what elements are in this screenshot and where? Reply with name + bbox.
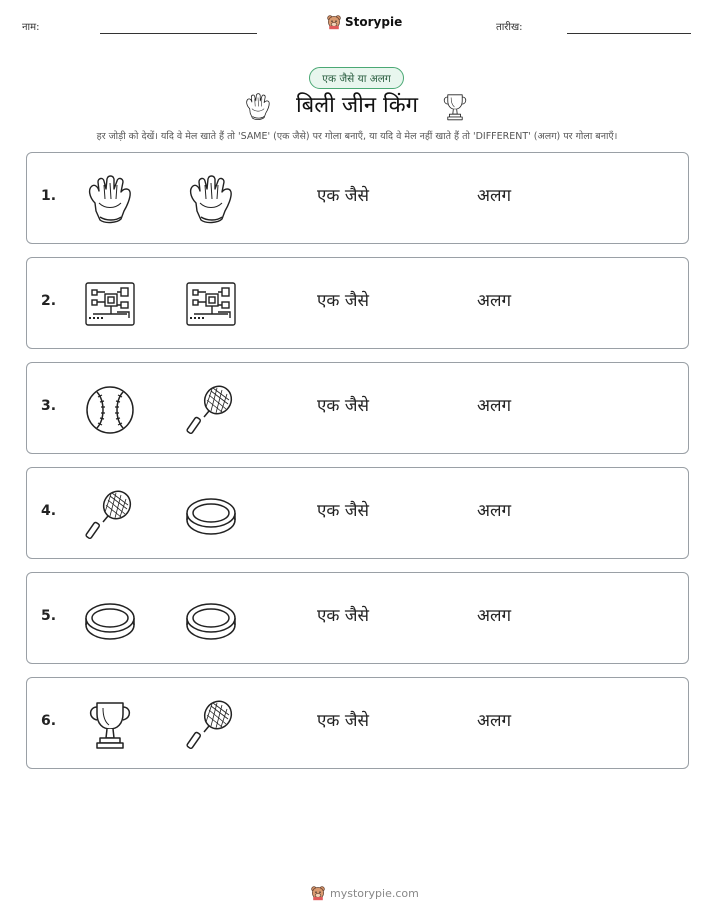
name-line[interactable]	[100, 33, 257, 34]
footer-url[interactable]: mystorypie.com	[330, 886, 419, 900]
question-number: 5.	[41, 608, 57, 624]
different-option[interactable]: अलग	[477, 606, 512, 626]
tennis-racket-icon	[184, 698, 238, 752]
trophy-icon	[83, 698, 137, 752]
different-option[interactable]: अलग	[477, 711, 512, 731]
instructions: हर जोड़ी को देखें। यदि वे मेल खाते हैं तो 'SAME' (एक जैसे) पर गोला बनाएँ, या यदि वे मेल नहीं खाते हैं तो 'DIFFERENT' (अलग) पर गोला बनाएँ।	[96, 131, 618, 142]
trophy-icon	[440, 92, 470, 122]
page-title: बिली जीन किंग	[295, 93, 419, 118]
circuit-board-icon	[83, 278, 137, 332]
same-option[interactable]: एक जैसे	[317, 606, 369, 626]
logo-text: Storypie	[345, 15, 403, 29]
same-option[interactable]: एक जैसे	[317, 186, 369, 206]
same-option[interactable]: एक जैसे	[317, 396, 369, 416]
name-label: नाम:	[22, 22, 40, 33]
question-number: 6.	[41, 713, 57, 729]
question-number: 1.	[41, 188, 57, 204]
date-line[interactable]	[567, 33, 691, 34]
bear-logo-icon	[326, 13, 342, 31]
ring-icon	[83, 593, 137, 647]
worksheet-type-badge: एक जैसे या अलग	[309, 67, 404, 89]
different-option[interactable]: अलग	[477, 186, 512, 206]
ring-icon	[184, 488, 238, 542]
bear-logo-icon	[310, 884, 326, 902]
storypie-logo	[326, 13, 402, 31]
question-row-5	[26, 572, 689, 664]
question-row-4	[26, 467, 689, 559]
footer	[310, 884, 419, 902]
same-option[interactable]: एक जैसे	[317, 711, 369, 731]
tennis-racket-icon	[83, 488, 137, 542]
different-option[interactable]: अलग	[477, 291, 512, 311]
question-row-1	[26, 152, 689, 244]
circuit-board-icon	[184, 278, 238, 332]
question-number: 3.	[41, 398, 57, 414]
question-row-6	[26, 677, 689, 769]
same-option[interactable]: एक जैसे	[317, 501, 369, 521]
ring-icon	[184, 593, 238, 647]
different-option[interactable]: अलग	[477, 396, 512, 416]
baseball-icon	[83, 383, 137, 437]
baseball-glove-icon	[83, 173, 137, 227]
different-option[interactable]: अलग	[477, 501, 512, 521]
question-row-3	[26, 362, 689, 454]
baseball-glove-icon	[184, 173, 238, 227]
same-option[interactable]: एक जैसे	[317, 291, 369, 311]
question-row-2	[26, 257, 689, 349]
date-label: तारीख:	[496, 22, 523, 33]
question-number: 4.	[41, 503, 57, 519]
question-number: 2.	[41, 293, 57, 309]
tennis-racket-icon	[184, 383, 238, 437]
